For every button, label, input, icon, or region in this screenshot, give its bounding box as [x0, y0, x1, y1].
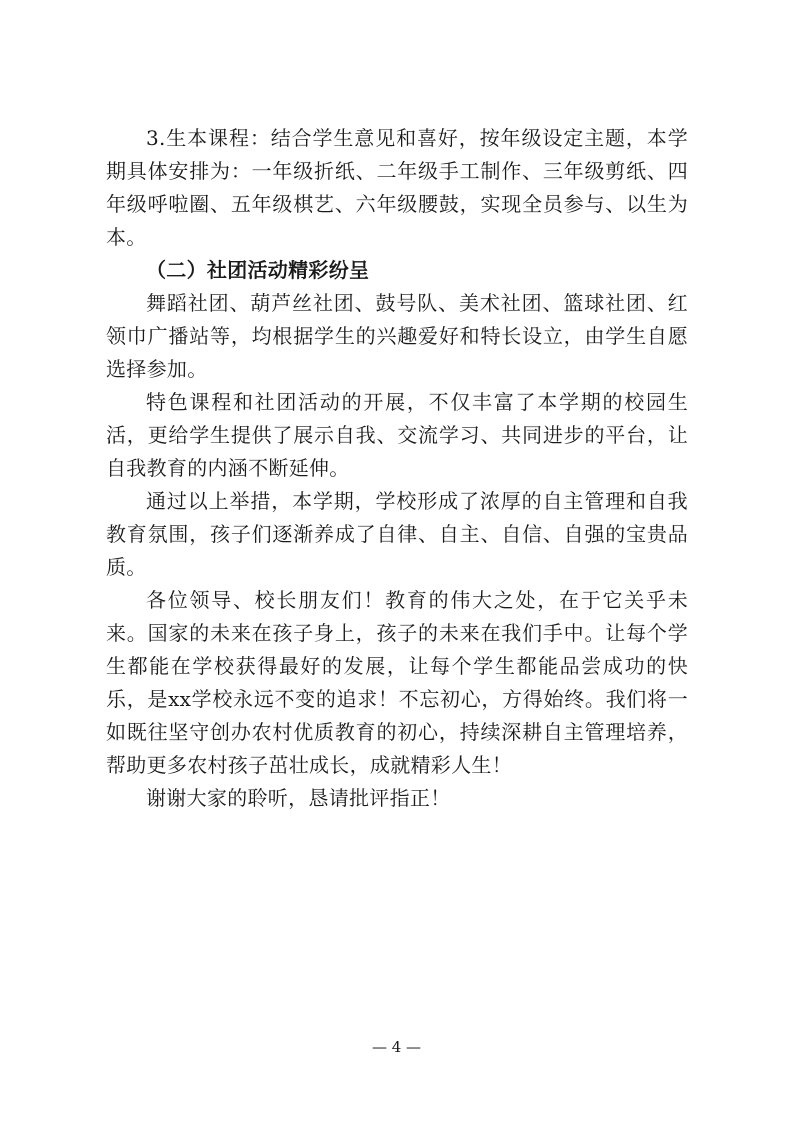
section-heading-clubs: （二）社团活动精彩纷呈 [146, 258, 370, 282]
paragraph-clubs: 舞蹈社团、葫芦丝社团、鼓号队、美术社团、篮球社团、红领巾广播站等，均根据学生的兴趣爱好和特长设立，由学生自愿选择参加。 [106, 291, 688, 381]
paragraph-closing-remarks: 各位领导、校长朋友们！教育的伟大之处，在于它关乎未来。国家的未来在孩子身上，孩子的未来在我们手中。让每个学生都能在学校获得最好的发展，让每个学生都能品尝成功的快乐，是xx学校永远不变的追求！不忘初心，方得始终。我们将一如既往坚守创办农村优质教育的初心，持续深耕自主管理培养，帮助更多农村孩子茁壮成长，成就精彩人生！ [106, 588, 688, 777]
paragraph-curriculum: 3.生本课程：结合学生意见和喜好，按年级设定主题，本学期具体安排为：一年级折纸、二年级手工制作、三年级剪纸、四年级呼啦圈、五年级棋艺、六年级腰鼓，实现全员参与、以生为本。 [106, 126, 688, 249]
paragraph-thanks: 谢谢大家的聆听，恳请批评指正！ [146, 786, 451, 810]
paragraph-measures: 通过以上举措，本学期，学校形成了浓厚的自主管理和自我教育氛围，孩子们逐渐养成了自律、自主、自信、自强的宝贵品质。 [106, 489, 688, 579]
paragraph-activities: 特色课程和社团活动的开展，不仅丰富了本学期的校园生活，更给学生提供了展示自我、交流学习、共同进步的平台，让自我教育的内涵不断延伸。 [106, 390, 688, 480]
document-body [106, 122, 688, 815]
page-number: — 4 — [371, 1038, 422, 1056]
